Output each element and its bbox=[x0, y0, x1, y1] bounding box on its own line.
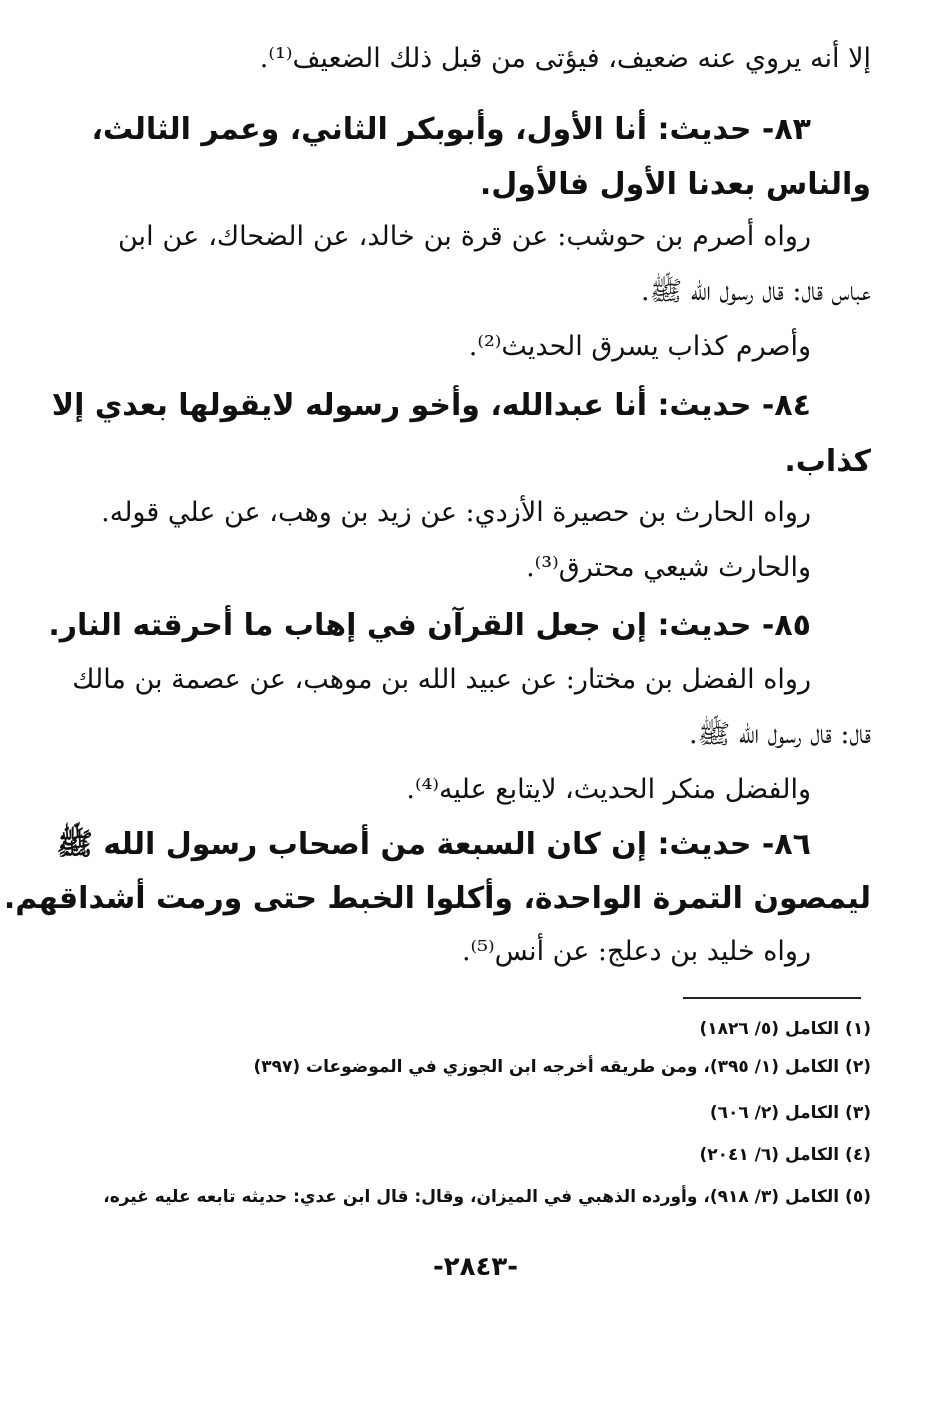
hadith-85-heading: ٨٥- حديث: إن جعل القرآن في إهاب ما أحرقته النار. bbox=[48, 608, 811, 643]
narrator-note: وأصرم كذاب يسرق الحديث⁽²⁾. bbox=[468, 331, 811, 362]
narration-text: رواه أصرم بن حوشب: عن قرة بن خالد، عن الضحاك، عن ابن bbox=[118, 221, 811, 252]
narrator-note: والحارث شيعي محترق⁽³⁾. bbox=[526, 552, 811, 583]
narration-text: رواه الحارث بن حصيرة الأزدي: عن زيد بن وهب، عن علي قوله. bbox=[101, 497, 811, 528]
footnote-2: (٢) الكامل (١/ ٣٩٥)، ومن طريقه أخرجه ابن الجوزي في الموضوعات (٣٩٧) bbox=[253, 1057, 871, 1077]
footnote-4: (٤) الكامل (٦/ ٢٠٤١) bbox=[699, 1145, 871, 1165]
hadith-86-heading: ٨٦- حديث: إن كان السبعة من أصحاب رسول الله ﷺ bbox=[56, 827, 811, 862]
hadith-86-heading-cont: ليمصون التمرة الواحدة، وأكلوا الخبط حتى ورمت أشداقهم. bbox=[3, 881, 871, 916]
narration-text: رواه خليد بن دعلج: عن أنس⁽⁵⁾. bbox=[461, 936, 811, 967]
footnote-separator bbox=[683, 997, 861, 999]
narrator-note: والفضل منكر الحديث، لايتابع عليه⁽⁴⁾. bbox=[406, 774, 811, 805]
hadith-84-heading: ٨٤- حديث: أنا عبدالله، وأخو رسوله لايقولها بعدي إلا bbox=[51, 388, 811, 423]
hadith-84-heading-cont: كذاب. bbox=[784, 444, 871, 479]
narration-text: قال: قال رسول الله ﷺ. bbox=[689, 719, 871, 750]
hadith-83-heading: ٨٣- حديث: أنا الأول، وأبوبكر الثاني، وعمر الثالث، bbox=[91, 112, 811, 147]
hadith-83-heading-cont: والناس بعدنا الأول فالأول. bbox=[479, 167, 871, 202]
text-line: إلا أنه يروي عنه ضعيف، فيؤتى من قبل ذلك الضعيف⁽¹⁾. bbox=[259, 43, 871, 74]
narration-text: رواه الفضل بن مختار: عن عبيد الله بن موهب، عن عصمة بن مالك bbox=[72, 664, 811, 695]
footnote-5: (٥) الكامل (٣/ ٩١٨)، وأورده الذهبي في الميزان، وقال: قال ابن عدي: حديثه تابعه عليه غيره، bbox=[103, 1187, 871, 1207]
page-number: -٢٨٤٣- bbox=[432, 1252, 519, 1282]
narration-text: عباس قال: قال رسول الله ﷺ. bbox=[641, 276, 871, 307]
footnote-1: (١) الكامل (٥/ ١٨٢٦) bbox=[699, 1019, 871, 1039]
footnote-3: (٣) الكامل (٢/ ٦٠٦) bbox=[709, 1103, 871, 1123]
